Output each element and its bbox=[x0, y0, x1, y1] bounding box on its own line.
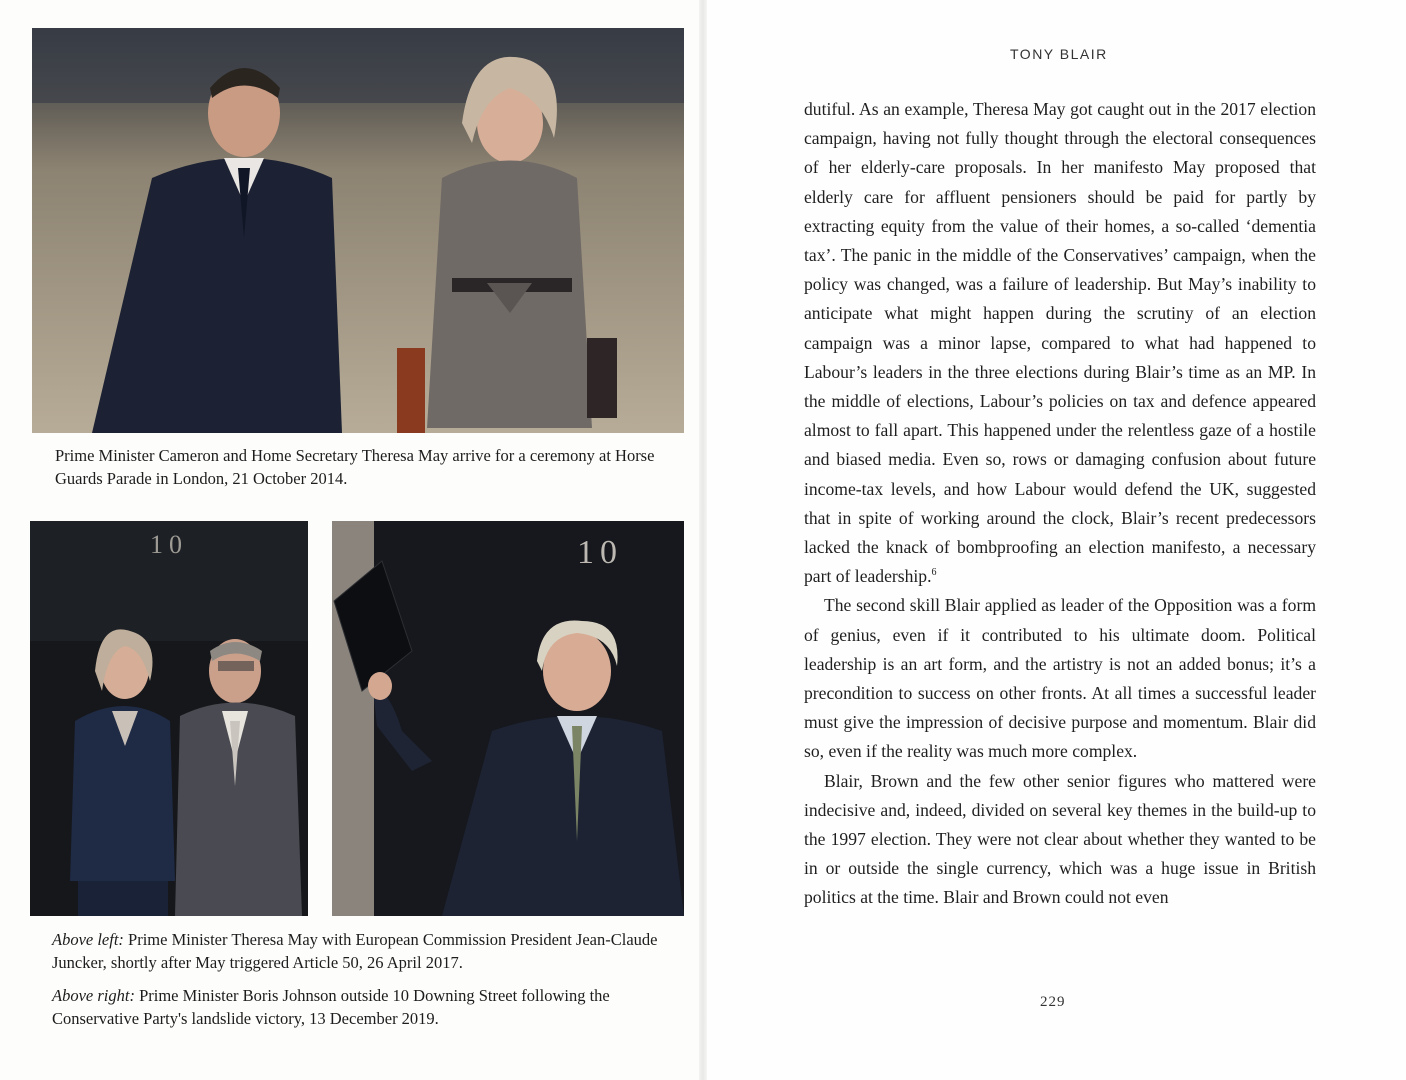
paragraph-1 bbox=[804, 95, 1316, 591]
body-text bbox=[804, 95, 1316, 913]
caption-above-left-text: Prime Minister Theresa May with European Commission President Jean-Claude Juncker, shortly after May triggered Article 50, 26 April 2017. bbox=[52, 930, 658, 972]
caption-top bbox=[55, 444, 675, 490]
caption-above-left-label: Above left: bbox=[52, 930, 124, 949]
caption-above-right bbox=[52, 984, 672, 1030]
cameron-may-photo bbox=[32, 28, 684, 433]
book-gutter bbox=[699, 0, 707, 1080]
johnson-downing-photo bbox=[332, 521, 684, 916]
page-number: 229 bbox=[1040, 994, 1066, 1010]
running-head: TONY BLAIR bbox=[1010, 46, 1108, 62]
paragraph-2: The second skill Blair applied as leader of the Opposition was a form of genius, even if it contributed to his ultimate doom. Political leadership is an art form, and the artistry is not an added bonus; it’s a precondition to success on other fronts. At all times a successful leader must give the impression of decisive purpose and momentum. Blair did so, even if the reality was much more complex. bbox=[804, 595, 1316, 762]
caption-above-right-label: Above right: bbox=[52, 986, 135, 1005]
caption-top-text: Prime Minister Cameron and Home Secretary Theresa May arrive for a ceremony at Horse Guards Parade in London, 21 October 2014. bbox=[55, 446, 655, 488]
may-juncker-photo bbox=[30, 521, 308, 916]
paragraph-3: Blair, Brown and the few other senior figures who mattered were indecisive and, indeed, divided on several key themes in the build-up to the 1997 election. They were not clear about whether they wanted to be in or outside the single currency, which was a huge issue in British politics at the time. Blair and Brown could not even bbox=[804, 770, 1316, 908]
caption-above-left bbox=[52, 928, 672, 974]
footnote-marker: 6 bbox=[931, 567, 937, 579]
door-number-left: 10 bbox=[150, 530, 188, 559]
caption-above-right-text: Prime Minister Boris Johnson outside 10 Downing Street following the Conservative Party's landslide victory, 13 December 2019. bbox=[52, 986, 610, 1028]
paragraph-1-text: dutiful. As an example, Theresa May got caught out in the 2017 election campaign, having not fully thought through the electoral consequences of her elderly-care proposals. In her manifesto May proposed that elderly care for affluent pensioners should be paid for partly by extracting equity from the value of their homes, a so-called ‘dementia tax’. The panic in the middle of the Conservatives’ campaign, when the policy was changed, was a failure of leadership. But May’s inability to anticipate what might happen during the scrutiny of an election campaign was a minor lapse, compared to what had happened to Labour’s leaders in the three elections during Blair’s time as an MP. In the middle of elections, Labour’s policies on tax and defence appeared almost to fall apart. This happened under the relentless gaze of a hostile and biased media. Even so, rows or damaging confusion about future income-tax levels, and how Labour would defend the UK, suggested that in spite of working around the clock, Blair’s recent predecessors lacked the knack of bombproofing an election manifesto, a necessary part of leadership. bbox=[804, 99, 1316, 587]
door-number-right: 10 bbox=[577, 534, 623, 571]
